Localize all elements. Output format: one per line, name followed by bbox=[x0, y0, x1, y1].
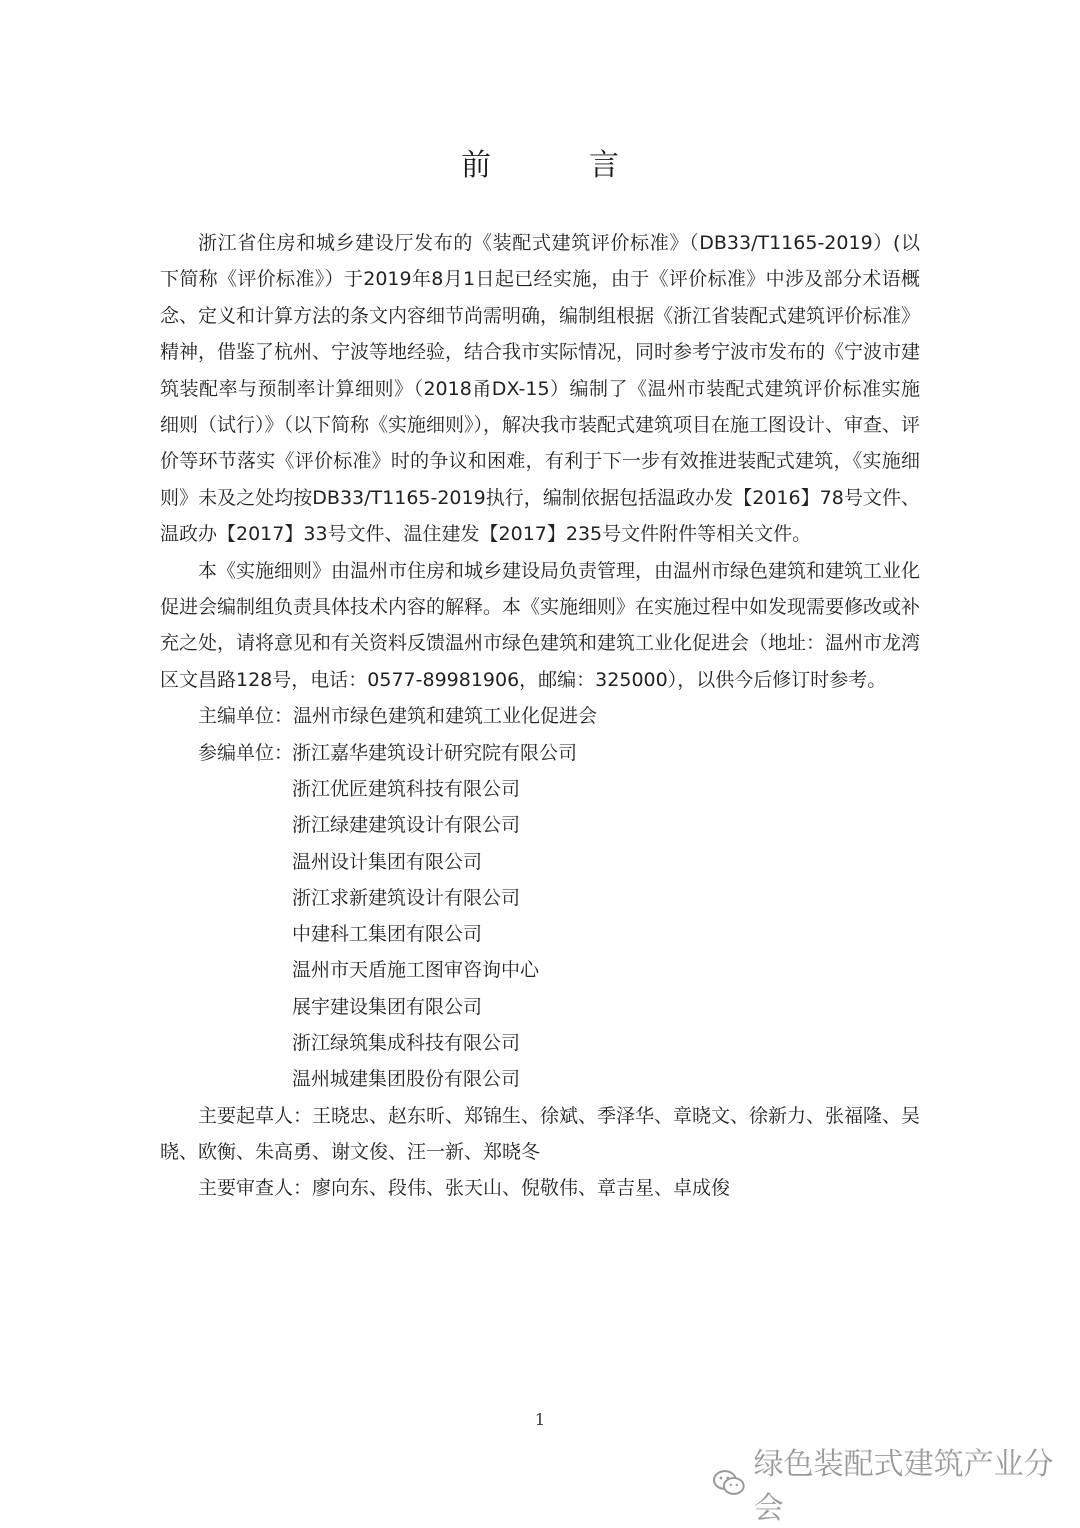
watermark bbox=[712, 1447, 1080, 1526]
participating-units-label: 参编单位： bbox=[198, 741, 294, 764]
watermark-text: 绿色装配式建筑产业分会 bbox=[753, 1447, 1054, 1526]
list-item: 展宇建设集团有限公司 bbox=[292, 995, 483, 1018]
list-item: 中建科工集团有限公司 bbox=[292, 923, 483, 946]
list-item: 浙江优匠建筑科技有限公司 bbox=[292, 777, 521, 800]
list-item: 浙江嘉华建筑设计研究院有限公司 bbox=[292, 741, 578, 764]
page-title: 前 言 bbox=[461, 148, 653, 183]
main-reviewers: 主要审查人：廖向东、段伟、张天山、倪敬伟、章吉星、卓成俊 bbox=[198, 1176, 731, 1199]
list-item: 温州市天盾施工图审咨询中心 bbox=[292, 959, 540, 982]
list-item: 浙江绿建建筑设计有限公司 bbox=[292, 814, 521, 837]
chief-unit: 主编单位：温州市绿色建筑和建筑工业化促进会 bbox=[198, 705, 598, 728]
participating-units-list bbox=[292, 735, 577, 1098]
wechat-icon bbox=[712, 1466, 746, 1500]
main-drafters: 主要起草人：王晓忠、赵东昕、郑锦生、徐斌、季泽华、章晓文、徐新力、张福隆、吴晓、欧衡、朱高勇、谢文俊、汪一新、郑晓冬 bbox=[160, 1104, 921, 1163]
preface-paragraphs bbox=[160, 225, 920, 698]
people-section bbox=[160, 1098, 920, 1206]
list-item: 温州城建集团股份有限公司 bbox=[292, 1068, 521, 1091]
paragraph-2: 本《实施细则》由温州市住房和城乡建设局负责管理，由温州市绿色建筑和建筑工业化促进会编制组负责具体技术内容的解释。本《实施细则》在实施过程中如发现需要修改或补充之处，请将意见和有关资料反馈温州市绿色建筑和建筑工业化促进会（地址：温州市龙湾区文昌路128号，电话：0577-89981906，邮编：325000），以供今后修订时参考。 bbox=[160, 559, 921, 691]
document-body bbox=[160, 225, 920, 1206]
list-item: 温州设计集团有限公司 bbox=[292, 850, 483, 873]
paragraph-1: 浙江省住房和城乡建设厅发布的《装配式建筑评价标准》（DB33/T1165-2019）(以下简称《评价标准》）于2019年8月1日起已经实施，由于《评价标准》中涉及部分术语概念、定义和计算方法的条文内容细节尚需明确，编制组根据《浙江省装配式建筑评价标准》精神，借鉴了杭州、宁波等地经验，结合我市实际情况，同时参考宁波市发布的《宁波市建筑装配率与预制率计算细则》（2018甬DX-15）编制了《温州市装配式建筑评价标准实施细则（试行）》（以下简称《实施细则》），解决我市装配式建筑项目在施工图设计、审查、评价等环节落实《评价标准》时的争议和困难，有利于下一步有效推进装配式建筑，《实施细则》未及之处均按DB33/T1165-2019执行，编制依据包括温政办发【2016】78号文件、温政办【2017】33号文件、温住建发【2017】235号文件附件等相关文件。 bbox=[160, 232, 921, 546]
participating-units bbox=[160, 735, 920, 1098]
list-item: 浙江求新建筑设计有限公司 bbox=[292, 886, 521, 909]
page-number: 1 bbox=[534, 1410, 546, 1429]
list-item: 浙江绿筑集成科技有限公司 bbox=[292, 1032, 521, 1055]
